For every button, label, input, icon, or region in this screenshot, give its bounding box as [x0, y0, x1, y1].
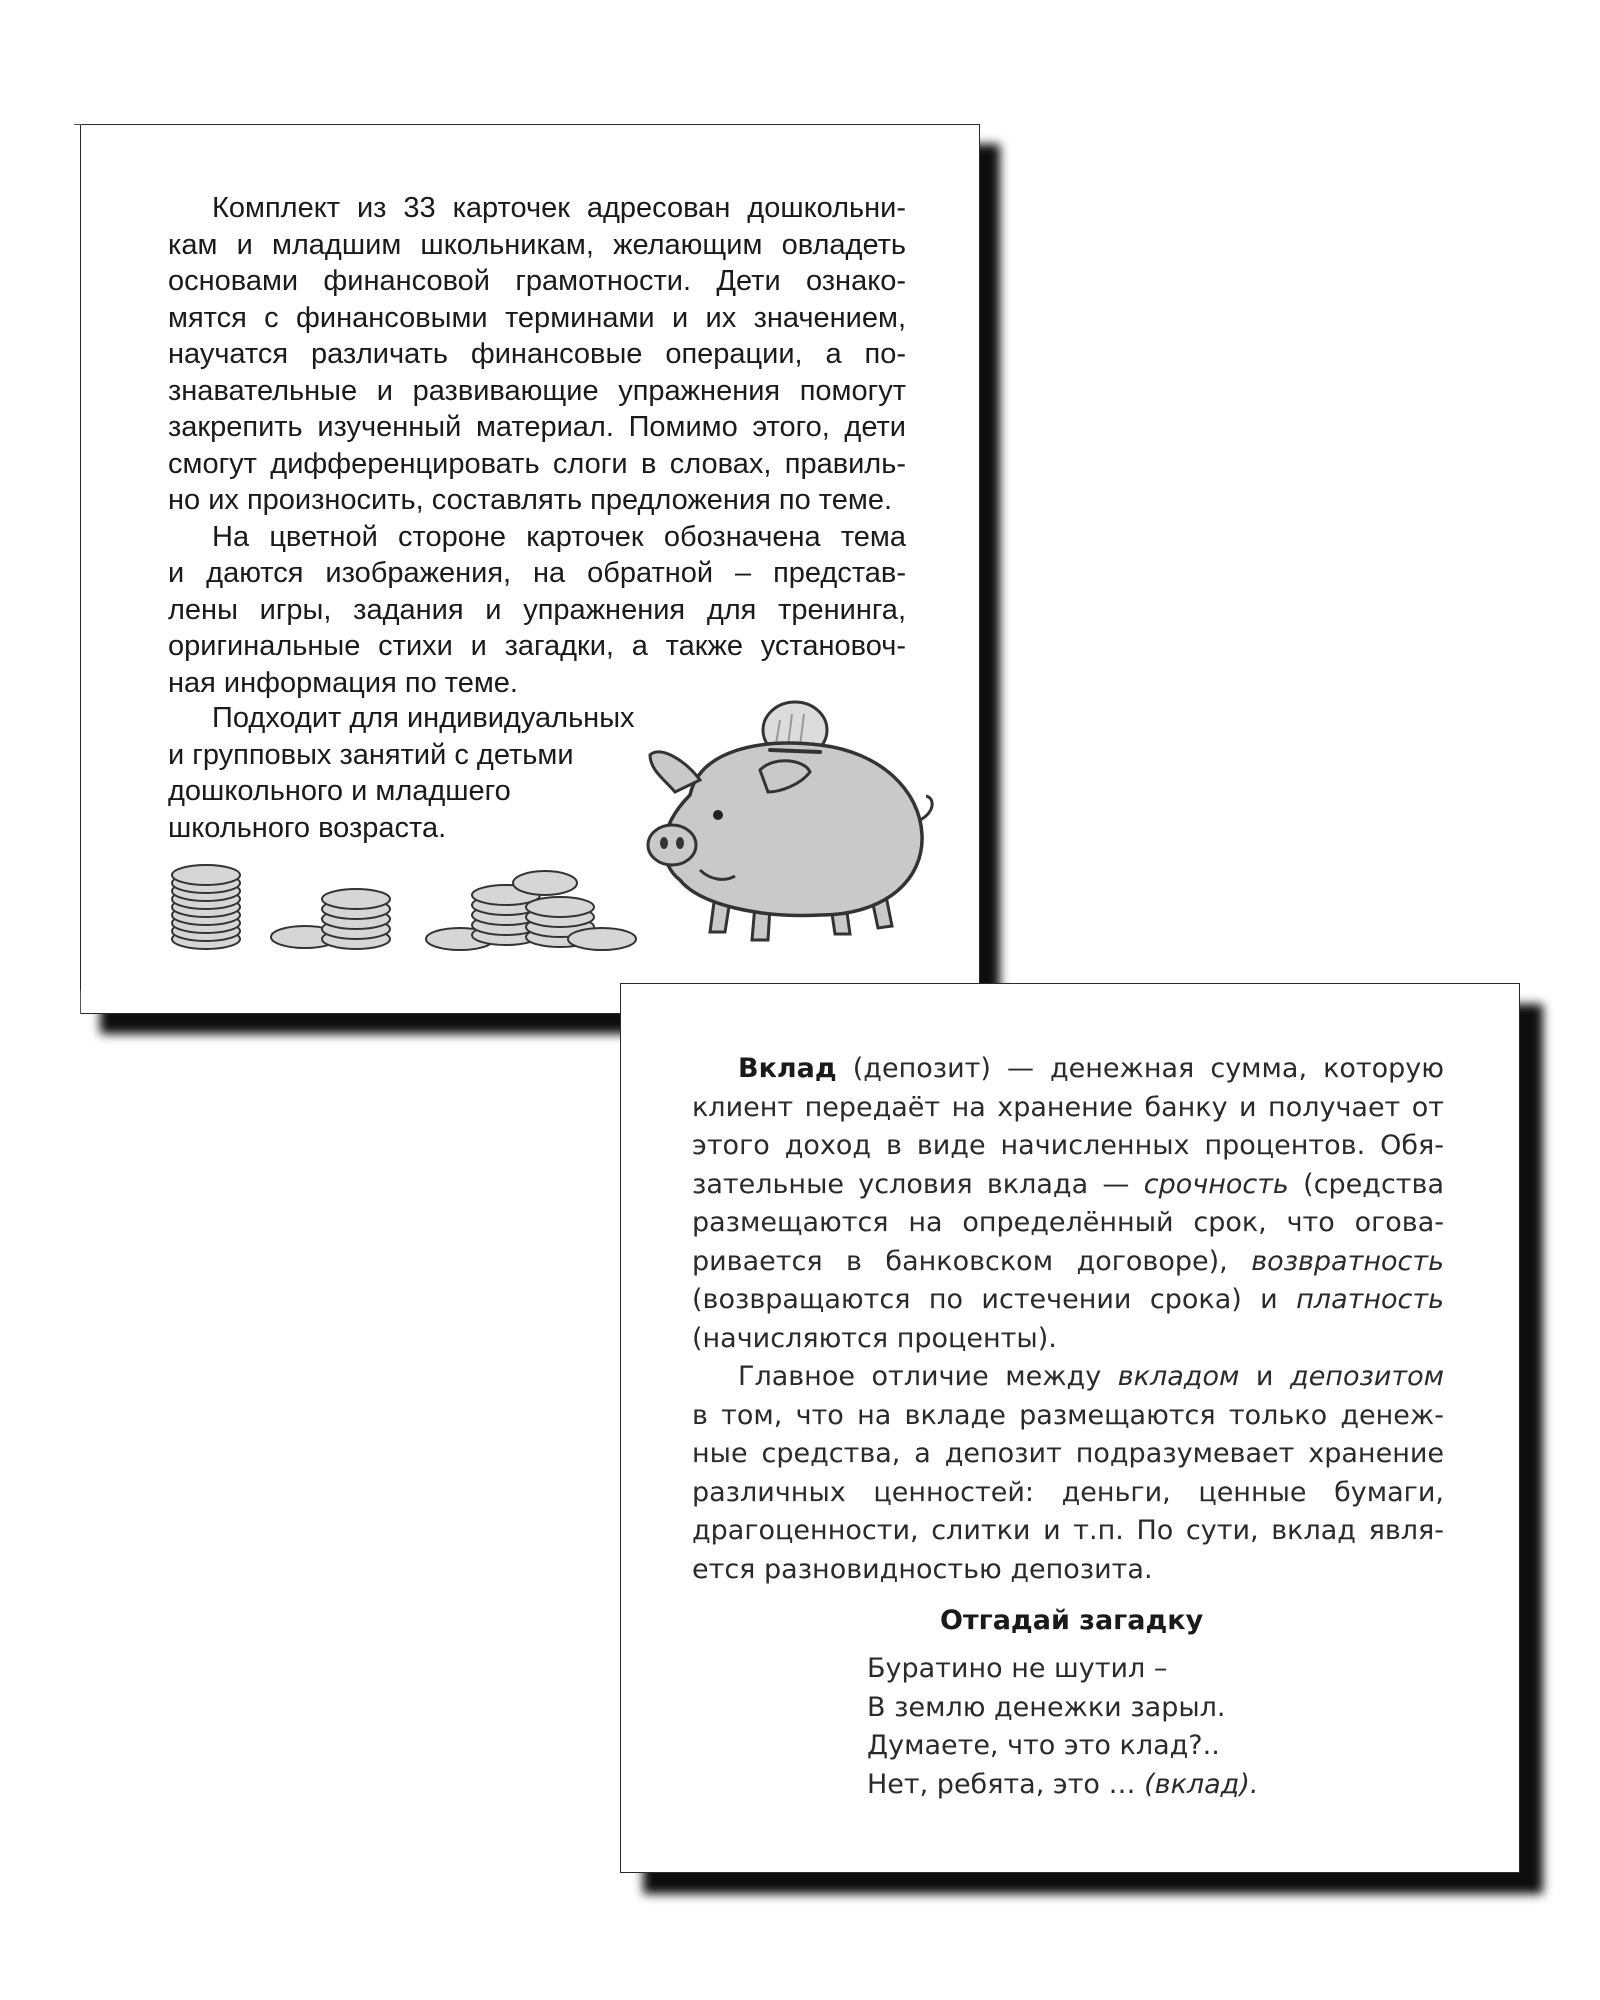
text-line: ется разновидностью депозита. [692, 1553, 1153, 1585]
text-line: зательные условия вклада — срочность (средства [692, 1168, 1444, 1200]
riddle-title: Отгадай загадку [940, 1605, 1204, 1636]
text-line: (начисляются проценты). [692, 1322, 1057, 1354]
riddle-line: Думаете, что это клад?.. [867, 1730, 1220, 1761]
emphasis: вкладом [1117, 1361, 1240, 1392]
crop-mark [74, 124, 82, 125]
riddle-answer: (вклад). [1144, 1768, 1259, 1800]
text-line: ная информация по теме. [168, 666, 518, 699]
text-line: различных ценностей: деньги, ценные бумаги, [692, 1476, 1444, 1508]
text-line: Комплект из 33 карточек адресован дошкольни- [212, 192, 906, 224]
text-line: и даются изображения, на обратной – представ- [168, 557, 906, 589]
riddle-poem [867, 1650, 1258, 1804]
text-line: Вклад (депозит) — денежная сумма, которую [738, 1053, 1444, 1084]
text-line: научатся различать финансовые операции, а по- [168, 338, 906, 370]
coin-stack-icon [170, 855, 640, 955]
emphasis: срочность [1143, 1168, 1289, 1200]
text-line: кам и младшим школьникам, желающим овладеть [168, 228, 906, 261]
card-back-definition [692, 1050, 1444, 1589]
text-line: этого доход в виде начисленных процентов. Обя- [692, 1130, 1444, 1161]
text-line: драгоценности, слитки и т.п. По сути, вклад явля- [692, 1515, 1444, 1546]
text-line: На цветной стороне карточек обозначена тема [212, 520, 906, 553]
text-line: знавательные и развивающие упражнения помогут [168, 374, 906, 407]
text-line: ривается в банковском договоре), возвратность [692, 1245, 1444, 1277]
term: Вклад [738, 1053, 837, 1084]
text-line: Главное отличие между вкладом и депозитом [738, 1361, 1445, 1392]
text-line: (возвращаются по истечении срока) и платность [692, 1284, 1444, 1315]
text-line: закрепить изученный материал. Помимо этого, дети [168, 411, 906, 443]
text-line: смогут дифференцировать слоги в словах, правиль- [168, 447, 906, 480]
text-line: мятся с финансовыми терминами и их значением, [168, 301, 906, 334]
riddle-line: Нет, ребята, это … (вклад). [867, 1768, 1259, 1800]
text-line: клиент передаёт на хранение банку и получает от [692, 1091, 1444, 1123]
text-line: но их произносить, составлять предложения по теме. [168, 484, 893, 516]
text-line: и групповых занятий с детьми [168, 738, 574, 771]
text-line: школьного возраста. [168, 811, 447, 844]
text-line: дошкольного и младшего [168, 775, 511, 807]
emphasis: депозитом [1290, 1361, 1445, 1392]
text-line: ные средства, а депозит подразумевает хранение [692, 1438, 1444, 1469]
text-line: основами финансовой грамотности. Дети ознако- [168, 265, 906, 297]
text-line: Подходит для индивидуальных [212, 702, 635, 734]
text-line: в том, что на вкладе размещаются только денеж- [692, 1399, 1444, 1431]
text-line: размещаются на определённый срок, что огова- [692, 1207, 1444, 1238]
emphasis: платность [1296, 1284, 1444, 1315]
crop-mark [80, 990, 81, 1014]
card-front-audience [168, 700, 688, 846]
riddle-line: Буратино не шутил – [867, 1653, 1168, 1684]
emphasis: возвратность [1251, 1245, 1444, 1277]
text-line: лены игры, задания и упражнения для тренинга, [168, 593, 906, 626]
card-front-description [168, 190, 906, 701]
text-line: оригинальные стихи и загадки, а также установоч- [168, 630, 906, 662]
riddle-line: В землю денежки зарыл. [867, 1691, 1226, 1723]
piggy-bank-icon [630, 700, 940, 950]
